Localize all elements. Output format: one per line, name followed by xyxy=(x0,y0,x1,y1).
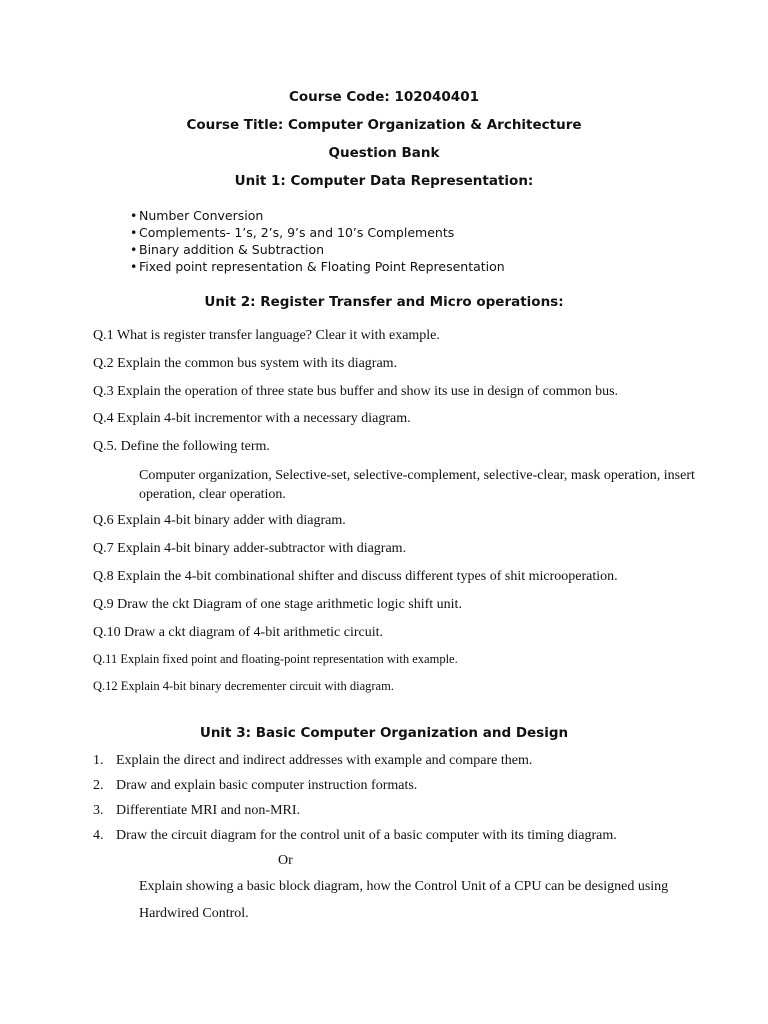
question: Q.11 Explain fixed point and floating-point representation with example. xyxy=(93,652,458,666)
question: Q.9 Draw the ckt Diagram of one stage arithmetic logic shift unit. xyxy=(93,597,462,612)
question: Q.4 Explain 4-bit incrementor with a necessary diagram. xyxy=(93,411,411,426)
doc-type: Question Bank xyxy=(328,145,440,161)
unit1-title: Unit 1: Computer Data Representation: xyxy=(234,173,534,189)
list-item: 3. Differentiate MRI and non-MRI. xyxy=(93,803,301,818)
question: Q.5. Define the following term. xyxy=(93,439,270,454)
unit1-item: • Fixed point representation & Floating Point Representation xyxy=(130,259,505,274)
list-item: 1. Explain the direct and indirect addresses with example and compare them. xyxy=(93,753,533,768)
question: Q.12 Explain 4-bit binary decrementer circuit with diagram. xyxy=(93,679,394,693)
unit2-title: Unit 2: Register Transfer and Micro operations: xyxy=(204,294,564,310)
question: Q.10 Draw a ckt diagram of 4-bit arithmetic circuit. xyxy=(93,625,384,640)
list-item: 2. Draw and explain basic computer instruction formats. xyxy=(93,778,418,793)
question: Q.8 Explain the 4-bit combinational shifter and discuss different types of shit microoperation. xyxy=(93,569,618,584)
unit1-item: • Complements- 1’s, 2’s, 9’s and 10’s Complements xyxy=(130,225,455,240)
question: Q.1 What is register transfer language? Clear it with example. xyxy=(93,328,440,343)
unit1-item: • Binary addition & Subtraction xyxy=(130,242,325,257)
unit3-title: Unit 3: Basic Computer Organization and Design xyxy=(199,725,569,741)
bullet-icon: • xyxy=(130,242,138,257)
unit1-item: • Number Conversion xyxy=(130,208,264,223)
term-list: Computer organization, Selective-set, selective-complement, selective-clear, mask operation, insert operation, clear operation. xyxy=(139,468,695,502)
question: Q.7 Explain 4-bit binary adder-subtractor with diagram. xyxy=(93,541,407,556)
or-separator: Or xyxy=(278,853,293,868)
alternative-question: Explain showing a basic block diagram, how the Control Unit of a CPU can be designed using Hardwired Control. xyxy=(139,879,669,921)
list-item: 4. Draw the circuit diagram for the control unit of a basic computer with its timing diagram. xyxy=(93,828,617,843)
question: Q.2 Explain the common bus system with its diagram. xyxy=(93,356,398,371)
course-title: Course Title: Computer Organization & Architecture xyxy=(186,117,582,133)
question: Q.3 Explain the operation of three state bus buffer and show its use in design of common bus. xyxy=(93,384,619,399)
bullet-icon: • xyxy=(130,259,138,274)
bullet-icon: • xyxy=(130,225,138,240)
bullet-icon: • xyxy=(130,208,138,223)
course-code: Course Code: 102040401 xyxy=(289,89,479,105)
question: Q.6 Explain 4-bit binary adder with diagram. xyxy=(93,513,346,528)
